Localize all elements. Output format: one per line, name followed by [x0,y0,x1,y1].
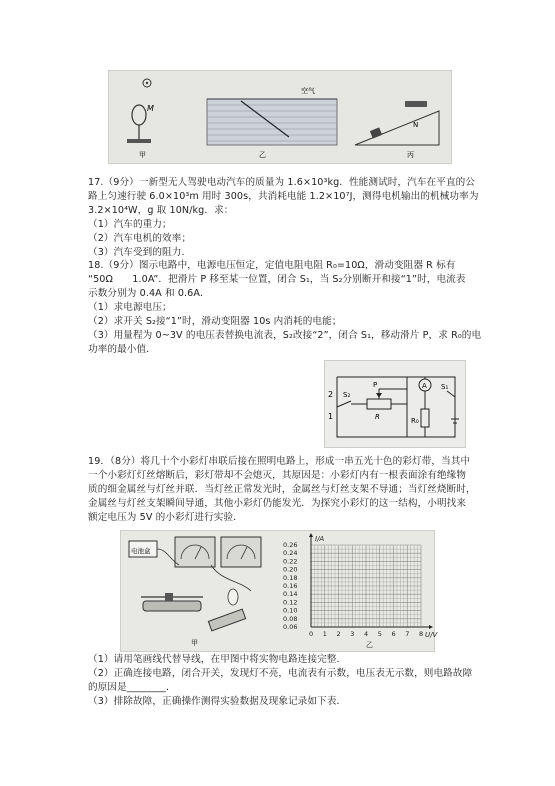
circuit-label-p: P [373,381,378,389]
q18-line-5: （2）求开关 S₂接“1”时，滑动变阻器 10s 内消耗的电能； [88,316,342,327]
x-tick-label: 0 [309,630,314,638]
x-tick-label: 2 [336,630,341,638]
q19-line-2: 一个小彩灯灯丝熔断后，彩灯带却不会熄灭，其原因是：小彩灯内有一根表面涂有绝缘物 [88,470,467,481]
iv-graph [281,531,438,651]
x-axis-label: U/V [425,631,438,639]
q19-part-2b: 的原因是________． [88,682,176,693]
y-tick-label: 0.26 [283,541,298,549]
q18-line-6: （3）用量程为 0~3V 的电压表替换电流表，S₂改接“2”，闭合 S₁，移动滑片 P，求 R₀的电 [88,330,482,341]
q17-line-4: （1）汽车的重力； [88,219,172,230]
q19-line-4: 金属丝与灯丝支架瞬间导通，其他小彩灯仍能发光．为探究小彩灯的这一结构，小明找来 [88,498,467,509]
q17-line-2: 路上匀速行驶 6.0×10³m 用时 300s，共消耗电能 1.2×10⁷J，测得电机输出的机械功率为 [88,191,479,202]
q19-part-1: （1）请用笔画线代替导线，在甲图中将实物电路连接完整． [88,654,347,665]
chart-caption: 乙 [366,641,373,649]
top-label-m: M [147,104,154,113]
top-label-left: 甲 [139,151,146,159]
y-tick-label: 0.10 [283,606,298,615]
x-tick-label: 5 [377,630,382,638]
circuit-label-r: R [375,413,380,421]
circuit-label-s2: S₂ [343,391,351,399]
apparatus-drawing [121,531,281,651]
top-label-n: N [413,121,419,129]
q17-line-5: （2）汽车电机的效率； [88,233,192,244]
battery-box-label: 电池盒 [131,547,151,555]
q19-part-3: （3）排除故障，正确操作测得实验数据及现象记录如下表． [88,696,347,707]
x-tick-label: 3 [350,630,355,638]
circuit-label-r0: R₀ [411,417,419,425]
x-tick-label: 1 [322,630,327,638]
y-tick-label: 0.20 [283,565,298,574]
q17-line-6: （3）汽车受到的阻力． [88,247,192,258]
y-axis-label: I/A [315,535,325,543]
top-label-air: 空气 [301,87,315,95]
y-tick-label: 0.12 [283,598,298,607]
q19-line-1: 19．（8分）将几十个小彩灯串联后接在照明电路上，形成一串五光十色的彩灯带，当其中 [88,456,471,467]
q18-line-4: （1）求电源电压； [88,302,172,313]
x-tick-label: 8 [419,630,424,638]
q19-line-5: 额定电压为 5V 的小彩灯进行实验． [88,512,243,523]
y-tick-label: 0.06 [283,623,298,631]
q17-line-1: 17.（9分）一新型无人驾驶电动汽车的质量为 1.6×10³kg．性能测试时，汽车在平直的公 [88,177,476,188]
circuit-label-2: 2 [328,390,334,399]
x-tick-label: 4 [364,630,369,638]
q18-line-1: 18.（9分）图示电路中，电源电压恒定，定值电阻电阻 R₀=10Ω，滑动变阻器 R 标有 [88,260,456,271]
q17-line-3: 3.2×10⁴W，g 取 10N/kg．求： [88,205,234,216]
q18-line-2: “50Ω 1.0A”．把滑片 P 移至某一位置，闭合 S₁，当 S₂分别断开和接“1”时，电流表 [88,274,466,285]
top-figure [108,70,452,164]
top-label-right: 丙 [407,151,414,159]
q19-line-3: 质的细金属丝与灯丝并联．当灯丝正常发光时，金属丝与灯丝支架不导通；当灯丝烧断时， [88,484,476,495]
x-tick-label: 6 [391,630,396,638]
x-tick-label: 7 [405,630,410,638]
x-axis-arrow [429,625,433,629]
y-axis-arrow [309,533,313,537]
circuit-label-a: A [422,382,427,390]
top-label-middle: 乙 [259,151,266,159]
q19-part-2: （2）正确连接电路，闭合开关，发现灯不亮，电流表有示数，电压表无示数，则电路故障 [88,668,473,679]
circuit-label-1: 1 [328,412,334,421]
y-tick-label: 0.18 [283,573,298,582]
circuit-drawing [325,361,465,447]
circuit-label-s1: S₁ [441,383,449,391]
q18-line-3: 示数分别为 0.4A 和 0.6A． [88,288,210,299]
top-figure-drawing [109,71,451,163]
y-tick-label: 0.22 [283,557,298,566]
experiment-figure [120,530,438,652]
y-tick-label: 0.14 [283,590,298,599]
y-tick-label: 0.16 [283,582,298,590]
y-tick-label: 0.08 [283,614,298,623]
q18-line-7: 功率的最小值． [88,344,156,355]
circuit-diagram [324,360,466,448]
y-tick-label: 0.24 [283,549,298,558]
apparatus-caption: 甲 [191,639,198,647]
